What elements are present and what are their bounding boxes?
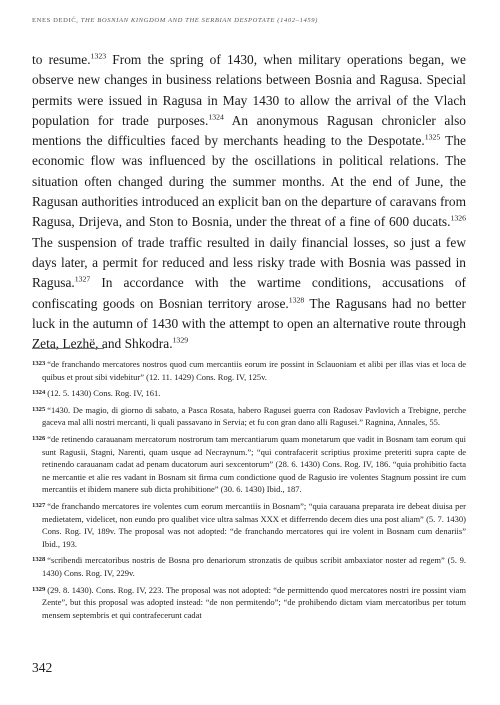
footnote-number: 1324 <box>32 389 46 397</box>
footnote <box>32 554 466 579</box>
body-text-run: The suspension of trade traffic resulted in daily financial losses, so just a few days later, a permit for reduced and less risky trade with Bosnia was passed in Ragusa. <box>32 234 466 291</box>
footnote <box>32 500 466 550</box>
footnote-text: “scribendi mercatoribus nostris de Bosna pro denariorum stronzatis de quibus scribit ambaxiator noster ad regem” (5. 9. 1430) Cons. Rog. IV, 229v. <box>42 555 466 578</box>
footnote-number: 1323 <box>32 360 46 367</box>
footnote-number: 1329 <box>32 585 46 593</box>
footnote-ref: 1328 <box>288 295 305 305</box>
footnote-number: 1327 <box>32 501 46 509</box>
footnote-ref: 1326 <box>450 213 466 223</box>
footnote <box>32 433 466 496</box>
footnote-ref: 1327 <box>74 274 91 284</box>
footnote-ref: 1325 <box>424 132 441 142</box>
running-head-title: THE BOSNIAN KINGDOM AND THE SERBIAN DESPOTATE (1402–1459) <box>80 17 318 24</box>
footnote-separator <box>32 348 104 349</box>
footnotes <box>32 358 466 625</box>
body-text-run: to resume. <box>32 52 91 67</box>
body-text-run: The Ragusans had no better luck in the autumn of 1430 with the attempt to open an alternative route through Zeta, Lezhë, and Shkodra. <box>32 295 466 352</box>
footnote-number: 1328 <box>32 556 46 564</box>
footnote-text: (29. 8. 1430). Cons. Rog. IV, 223. The proposal was not adopted: “de permittendo quod mercatores nostri ire possint viam Zente”, but this proposal was adopted instead: “de non permitendo”; “de prohibendo dictam viam mercatoribus per totum mensem septembris et qui contrafecerunt cadat <box>42 584 466 620</box>
body-text-run: In accordance with the wartime conditions, accusations of confiscating goods on Bosnian territory arose. <box>32 275 466 311</box>
footnote-ref: 1323 <box>90 51 107 61</box>
body-paragraph <box>32 50 466 354</box>
footnote-text: “de franchando mercatores ire volentes cum eorum mercantiis in Bosnam”; “quia carauana preparata ire debeat diuisa per medietatem, videlicet, non eundo pro qualibet vice ultra salmas XXX et differrendo decem dies una post aliam” (5. 7. 1430) Cons. Rog. IV, 189v. The proposal was not adopted: “de franchando mercatores qui ire volent in Bosnam cum denariis” Ibid., 193. <box>42 500 466 549</box>
footnote <box>32 584 466 622</box>
main-text <box>32 50 466 354</box>
footnote-text: “de franchando mercatores nostros quod cum mercantiis eorum ire possint in Sclauoniam et alibi per illas vias et loca de quibus et prout sibi videbitur” (12. 11. 1429) Cons. Rog. IV, 125v. <box>42 359 466 382</box>
footnote <box>32 387 466 400</box>
footnote-text: “de retinendo carauanam mercatorum nostrorum tam mercantiarum quam monetarum que vadit in Bosnam tam eorum qui sunt Ragusii, Stagni, Narenti, quam usque ad Necraynum.”; “qui contrafacerit scriptius proxime preteriti supra capte de retinendo carauanam cadat ad penam ducatorum auri sexcentorum” (28. 6. 1430) Cons. Rog. IV, 186. “quia prohibitio facta ne mercantie et alie res vadant in Bosnam sit firma cum condictione quod de Ragusio ire volentes Stagnum possint ire cum mercantiis et ibidem manere sub dicta prohibitione” (30. 6. 1430) Ibid., 187. <box>42 433 466 495</box>
footnote <box>32 358 466 383</box>
footnote-text: (12. 5. 1430) Cons. Rog. IV, 161. <box>47 388 161 399</box>
footnote-ref: 1324 <box>208 112 224 122</box>
body-text-run: From the spring of 1430, when military operations began, we observe new changes in business relations between Bosnia and Ragusa. Special permits were issued in Ragusa in May 1430 to allow the arrival of the Vlach population for trade purposes. <box>32 52 466 128</box>
body-text-run: An anonymous Ragusan chronicler also mentions the difficulties faced by merchants heading to the Despotate. <box>32 112 466 149</box>
running-head-author: ENES DEDIĆ, <box>32 17 79 24</box>
footnote-number: 1325 <box>32 405 46 413</box>
footnote <box>32 404 466 429</box>
footnote-ref: 1329 <box>172 335 189 345</box>
page-number: 342 <box>32 660 53 675</box>
footnote-number: 1326 <box>32 434 46 442</box>
body-text-run: The economic flow was influenced by the oscillations in political relations. The situation often changed during the summer months. At the end of June, the Ragusan authorities introduced an explicit ban on the departure of caravans from Ragusa, Drijeva, and Ston to Bosnia, under the threat of a fine of 600 ducats. <box>32 133 466 230</box>
running-head <box>32 17 472 24</box>
footnote-text: “1430. De magio, di giorno di sabato, a Pasca Rosata, habero Ragusei guerra con Radosav Pavlovich a Trebigne, perche gaceva mal alli nostri mercanti, li quali passavano in Servia; et fu con gran dano alli Ragusei.” Ragnina, Annales, 55. <box>42 404 466 428</box>
